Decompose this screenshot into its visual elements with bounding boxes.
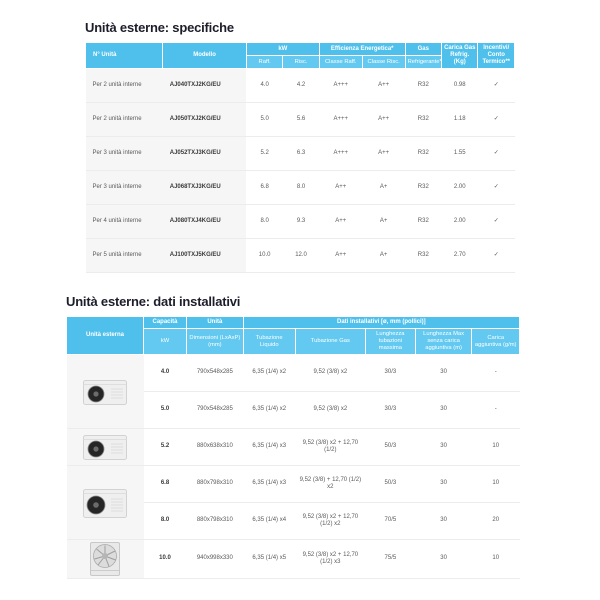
cell-capacita: 5.2 — [144, 429, 187, 466]
cell-modello: AJ052TXJ3KG/EU — [163, 137, 247, 171]
cell-modello: AJ080TXJ4KG/EU — [163, 205, 247, 239]
cell-carica-aggiuntiva: - — [472, 392, 520, 429]
cell-classe-risc: A+ — [362, 239, 405, 273]
cell-tubazione-gas: 9,52 (3/8) x2 + 12,70 (1/2) x3 — [295, 540, 365, 579]
cell-capacita: 5.0 — [144, 392, 187, 429]
col-header-lunghezza-senza-carica: Lunghezza Max senza carica aggiuntiva (m) — [415, 329, 472, 355]
checkmark-icon: ✓ — [478, 239, 515, 273]
cell-dimensioni: 880x798x310 — [187, 466, 244, 503]
col-group-unita: Unità — [187, 317, 244, 329]
cell-classe-raff: A+++ — [319, 69, 362, 103]
cell-dimensioni: 880x638x310 — [187, 429, 244, 466]
outdoor-unit-image — [67, 466, 144, 540]
cell-modello: AJ040TXJ2KG/EU — [163, 69, 247, 103]
cell-carica: 2.70 — [442, 239, 478, 273]
cell-lunghezza-max: 30 — [415, 540, 472, 579]
checkmark-icon: ✓ — [478, 171, 515, 205]
cell-modello: AJ068TXJ3KG/EU — [163, 171, 247, 205]
cell-gas: R32 — [405, 171, 441, 205]
cell-carica-aggiuntiva: 20 — [472, 503, 520, 540]
cell-gas: R32 — [405, 69, 441, 103]
col-header-raff: Raff. — [246, 56, 282, 69]
outdoor-units-spec-table — [85, 42, 515, 273]
cell-tubazione-gas: 9,52 (3/8) + 12,70 (1/2) x2 — [295, 466, 365, 503]
checkmark-icon: ✓ — [478, 205, 515, 239]
outdoor-units-installation-table — [66, 316, 520, 579]
cell-classe-risc: A+ — [362, 205, 405, 239]
cell-kw-risc: 4.2 — [283, 69, 319, 103]
checkmark-icon: ✓ — [478, 69, 515, 103]
cell-tubazione-liquido: 6,35 (1/4) x3 — [243, 466, 295, 503]
spec-table-row — [86, 171, 515, 205]
cell-kw-risc: 6.3 — [283, 137, 319, 171]
cell-classe-raff: A++ — [319, 239, 362, 273]
cell-carica-aggiuntiva: - — [472, 355, 520, 392]
col-group-efficienza: Efficienza Energetica* — [319, 43, 405, 56]
cell-classe-raff: A+++ — [319, 137, 362, 171]
cell-lunghezza: 30/3 — [365, 392, 415, 429]
cell-capacita: 8.0 — [144, 503, 187, 540]
cell-lunghezza: 70/5 — [365, 503, 415, 540]
col-header-classe-risc: Classe Risc. — [362, 56, 405, 69]
cell-lunghezza-max: 30 — [415, 355, 472, 392]
cell-kw-raff: 5.0 — [246, 103, 282, 137]
col-header-n-unita: N° Unità — [86, 43, 163, 69]
cell-kw-raff: 5.2 — [246, 137, 282, 171]
outdoor-unit-image — [67, 540, 144, 579]
cell-lunghezza-max: 30 — [415, 429, 472, 466]
col-header-risc: Risc. — [283, 56, 319, 69]
cell-carica-aggiuntiva: 10 — [472, 540, 520, 579]
cell-lunghezza: 30/3 — [365, 355, 415, 392]
installation-table-row — [67, 355, 520, 392]
cell-gas: R32 — [405, 137, 441, 171]
cell-lunghezza: 75/5 — [365, 540, 415, 579]
outdoor-unit-small-icon — [82, 432, 128, 462]
cell-dimensioni: 790x548x285 — [187, 355, 244, 392]
cell-lunghezza-max: 30 — [415, 466, 472, 503]
col-header-kw: kW — [144, 329, 187, 355]
cell-tubazione-gas: 9,52 (3/8) x2 — [295, 392, 365, 429]
cell-carica: 1.18 — [442, 103, 478, 137]
cell-tubazione-liquido: 6,35 (1/4) x2 — [243, 392, 295, 429]
col-header-unita-esterna: Unità esterna — [67, 317, 144, 355]
col-header-tubazione-liquido: Tubazione Liquido — [243, 329, 295, 355]
checkmark-icon: ✓ — [478, 103, 515, 137]
cell-dimensioni: 880x798x310 — [187, 503, 244, 540]
col-group-dati-installativi: Dati installativi [ø, mm (pollici)] — [243, 317, 519, 329]
cell-carica: 1.55 — [442, 137, 478, 171]
cell-capacita: 10.0 — [144, 540, 187, 579]
cell-carica: 0.98 — [442, 69, 478, 103]
installation-table-row — [67, 540, 520, 579]
col-group-kw: kW — [246, 43, 319, 56]
cell-tubazione-liquido: 6,35 (1/4) x5 — [243, 540, 295, 579]
cell-tubazione-liquido: 6,35 (1/4) x4 — [243, 503, 295, 540]
cell-capacita: 4.0 — [144, 355, 187, 392]
cell-classe-risc: A++ — [362, 69, 405, 103]
cell-n-unita: Per 2 unità interne — [86, 103, 163, 137]
cell-lunghezza: 50/3 — [365, 429, 415, 466]
checkmark-icon: ✓ — [478, 137, 515, 171]
cell-kw-raff: 10.0 — [246, 239, 282, 273]
cell-n-unita: Per 3 unità interne — [86, 137, 163, 171]
col-header-modello: Modello — [163, 43, 247, 69]
cell-kw-risc: 8.0 — [283, 171, 319, 205]
cell-n-unita: Per 3 unità interne — [86, 171, 163, 205]
cell-kw-raff: 4.0 — [246, 69, 282, 103]
cell-classe-raff: A++ — [319, 205, 362, 239]
cell-classe-risc: A+ — [362, 171, 405, 205]
cell-capacita: 6.8 — [144, 466, 187, 503]
cell-modello: AJ050TXJ2KG/EU — [163, 103, 247, 137]
spec-table-row — [86, 205, 515, 239]
cell-lunghezza-max: 30 — [415, 503, 472, 540]
installation-table-row — [67, 429, 520, 466]
cell-classe-risc: A++ — [362, 137, 405, 171]
col-group-gas: Gas — [405, 43, 441, 56]
cell-lunghezza-max: 30 — [415, 392, 472, 429]
spec-table-row — [86, 137, 515, 171]
col-header-carica-gas: Carica Gas Refrig. (Kg) — [442, 43, 478, 69]
spec-table-row — [86, 103, 515, 137]
cell-kw-risc: 5.6 — [283, 103, 319, 137]
outdoor-unit-image — [67, 355, 144, 429]
cell-classe-raff: A+++ — [319, 103, 362, 137]
cell-carica: 2.00 — [442, 171, 478, 205]
cell-kw-raff: 6.8 — [246, 171, 282, 205]
outdoor-unit-large-icon — [82, 541, 128, 577]
cell-dimensioni: 940x998x330 — [187, 540, 244, 579]
cell-gas: R32 — [405, 239, 441, 273]
outdoor-unit-small-icon — [82, 486, 128, 520]
section-title-specifiche: Unità esterne: specifiche — [85, 20, 234, 35]
cell-tubazione-gas: 9,52 (3/8) x2 + 12,70 (1/2) — [295, 429, 365, 466]
cell-n-unita: Per 4 unità interne — [86, 205, 163, 239]
cell-classe-risc: A++ — [362, 103, 405, 137]
cell-gas: R32 — [405, 103, 441, 137]
col-group-capacita: Capacità — [144, 317, 187, 329]
col-header-classe-raff: Classe Raff. — [319, 56, 362, 69]
cell-kw-raff: 8.0 — [246, 205, 282, 239]
cell-kw-risc: 12.0 — [283, 239, 319, 273]
cell-dimensioni: 790x548x285 — [187, 392, 244, 429]
col-header-lunghezza-massima: Lunghezza tubazioni massima — [365, 329, 415, 355]
cell-modello: AJ100TXJ5KG/EU — [163, 239, 247, 273]
col-header-refrigerante: Refrigerante* — [405, 56, 441, 69]
col-header-tubazione-gas: Tubazione Gas — [295, 329, 365, 355]
cell-n-unita: Per 2 unità interne — [86, 69, 163, 103]
col-header-carica-aggiuntiva: Carica aggiuntiva (g/m) — [472, 329, 520, 355]
outdoor-unit-image — [67, 429, 144, 466]
installation-table-row — [67, 466, 520, 503]
col-header-dimensioni: Dimensioni (LxAxP) (mm) — [187, 329, 244, 355]
cell-carica-aggiuntiva: 10 — [472, 466, 520, 503]
cell-gas: R32 — [405, 205, 441, 239]
cell-n-unita: Per 5 unità interne — [86, 239, 163, 273]
cell-carica: 2.00 — [442, 205, 478, 239]
cell-kw-risc: 9.3 — [283, 205, 319, 239]
spec-table-row — [86, 69, 515, 103]
cell-tubazione-liquido: 6,35 (1/4) x3 — [243, 429, 295, 466]
cell-lunghezza: 50/3 — [365, 466, 415, 503]
spec-table-row — [86, 239, 515, 273]
cell-tubazione-liquido: 6,35 (1/4) x2 — [243, 355, 295, 392]
col-header-incentivi: Incentivi/ Conto Termico** — [478, 43, 515, 69]
cell-tubazione-gas: 9,52 (3/8) x2 — [295, 355, 365, 392]
cell-tubazione-gas: 9,52 (3/8) x2 + 12,70 (1/2) x2 — [295, 503, 365, 540]
cell-classe-raff: A++ — [319, 171, 362, 205]
cell-carica-aggiuntiva: 10 — [472, 429, 520, 466]
section-title-dati-installativi: Unità esterne: dati installativi — [66, 294, 241, 309]
outdoor-unit-small-icon — [82, 377, 128, 407]
